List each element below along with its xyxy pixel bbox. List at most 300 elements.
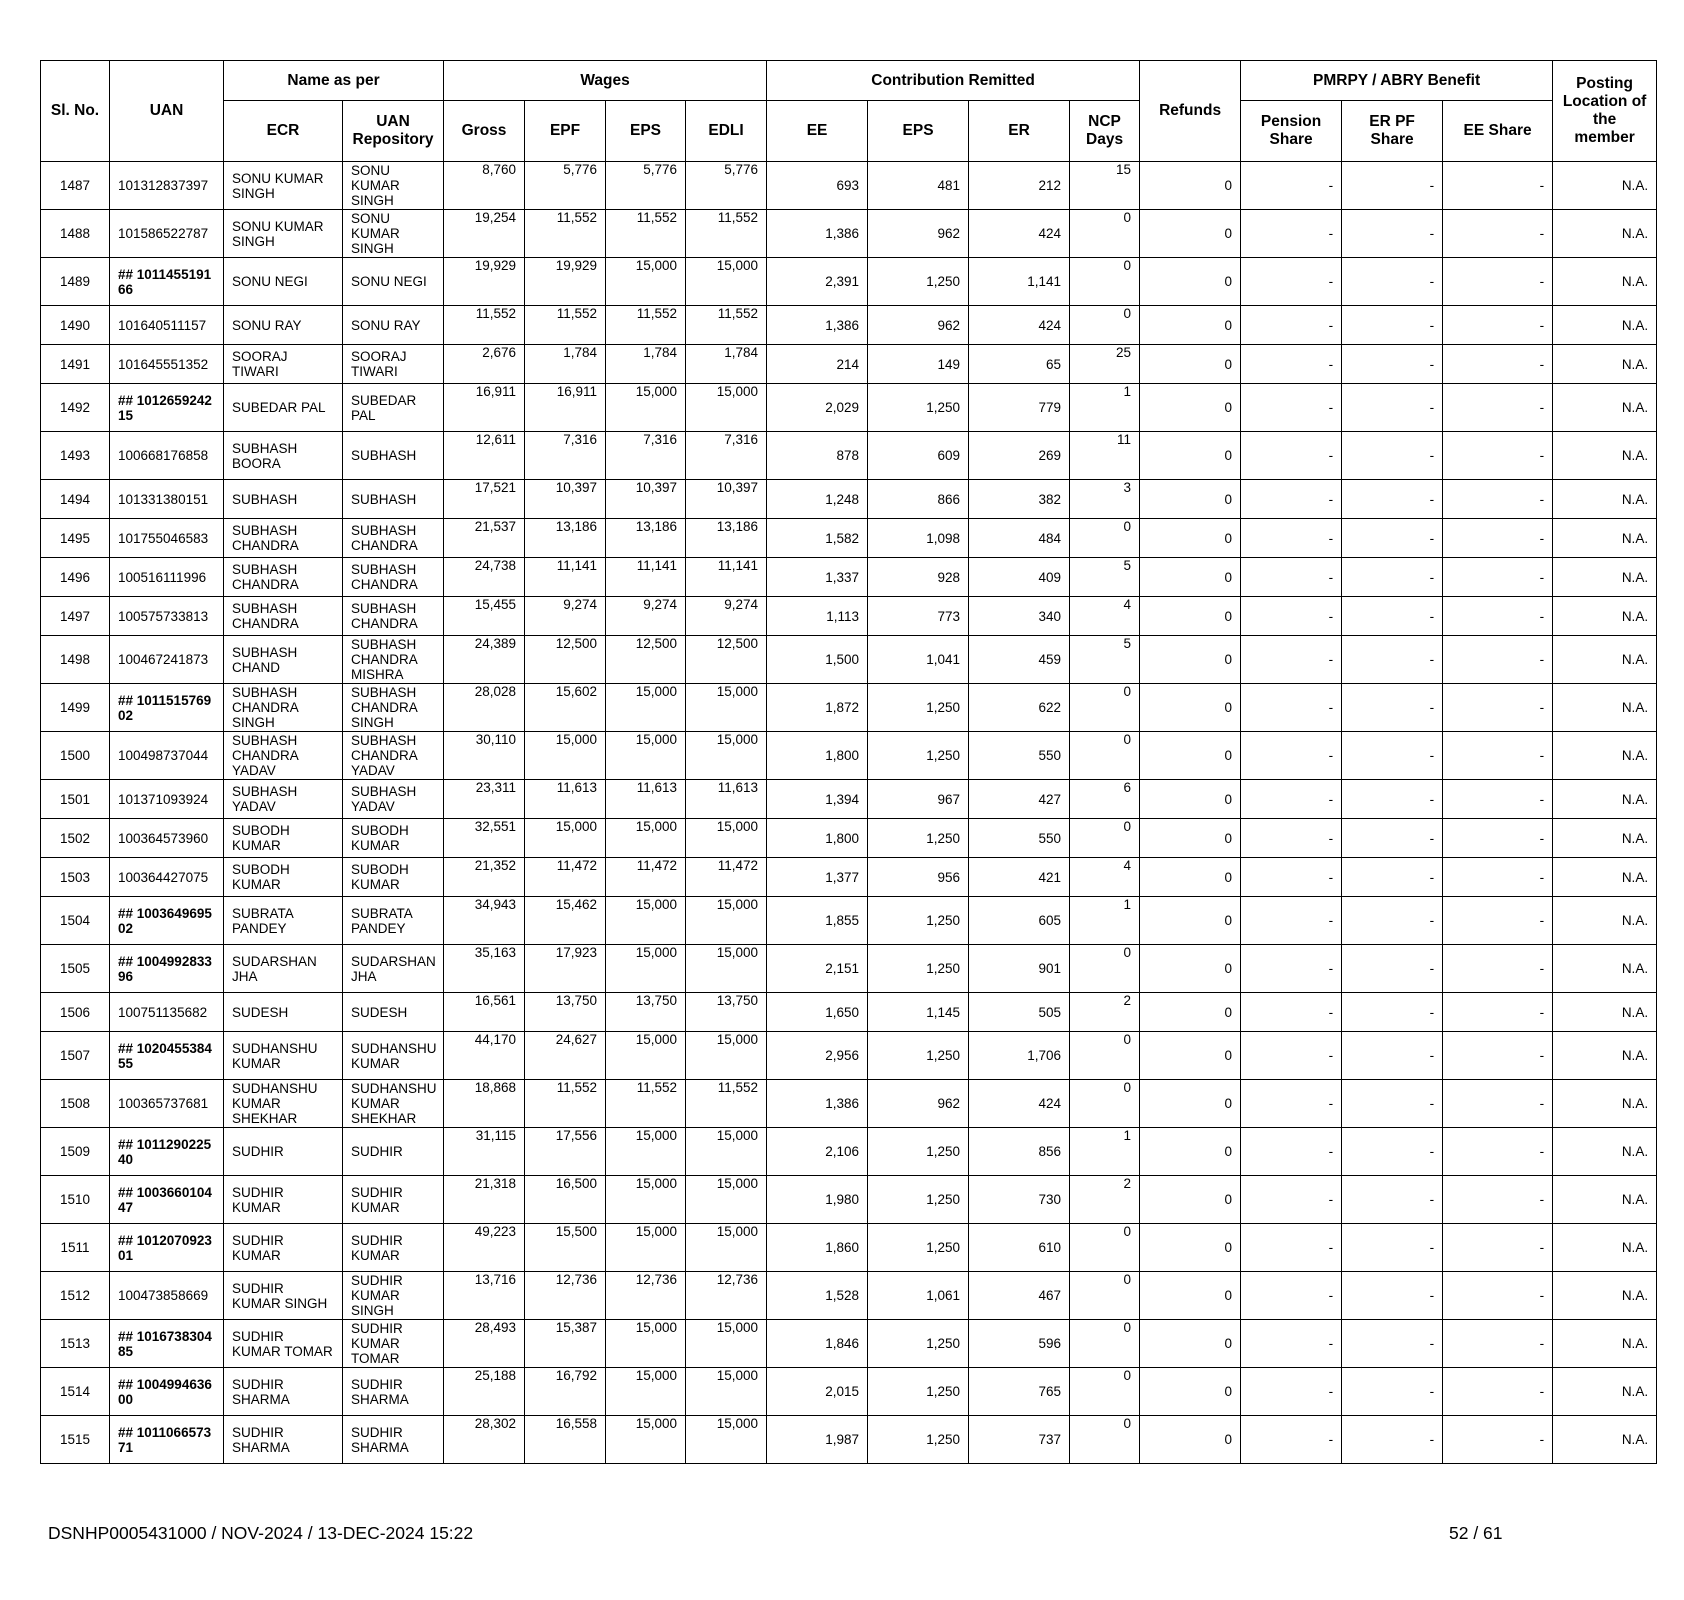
- cell-epf: 15,462: [525, 897, 606, 945]
- table-row: [41, 1368, 1657, 1416]
- group-name-as-per: Name as per: [224, 61, 444, 101]
- cell-ncp-days: 0: [1070, 1224, 1140, 1272]
- cell-er-pf-share: -: [1342, 1032, 1443, 1080]
- cell-epf: 13,186: [525, 519, 606, 558]
- cell-name-ecr: SUBHASH CHANDRA: [224, 597, 343, 636]
- cell-name-ecr: SOORAJ TIWARI: [224, 345, 343, 384]
- cell-sl-no: 1502: [41, 819, 110, 858]
- cell-eps: 12,500: [606, 636, 686, 684]
- cell-epf: 15,387: [525, 1320, 606, 1368]
- cell-sl-no: 1487: [41, 162, 110, 210]
- cell-name-uan-repository: SUDARSHAN JHA: [343, 945, 444, 993]
- cell-ncp-days: 6: [1070, 780, 1140, 819]
- cell-edli: 11,552: [686, 1080, 767, 1128]
- cell-uan: 101371093924: [110, 780, 224, 819]
- cell-refunds: 0: [1140, 1368, 1241, 1416]
- table-row: [41, 384, 1657, 432]
- cell-ee: 2,391: [767, 258, 868, 306]
- cell-sl-no: 1498: [41, 636, 110, 684]
- cell-eps: 11,552: [606, 210, 686, 258]
- cell-eps: 7,316: [606, 432, 686, 480]
- cell-name-ecr: SUDHIR KUMAR: [224, 1176, 343, 1224]
- cell-name-ecr: SUBHASH CHANDRA: [224, 519, 343, 558]
- cell-gross: 15,455: [444, 597, 525, 636]
- cell-uan: 100575733813: [110, 597, 224, 636]
- cell-epf: 11,552: [525, 210, 606, 258]
- cell-pension-share: -: [1241, 1416, 1342, 1464]
- cell-er: 427: [969, 780, 1070, 819]
- cell-uan: 101331380151: [110, 480, 224, 519]
- cell-ncp-days: 5: [1070, 558, 1140, 597]
- cell-sl-no: 1501: [41, 780, 110, 819]
- cell-sl-no: 1492: [41, 384, 110, 432]
- cell-posting-location: N.A.: [1553, 258, 1657, 306]
- cell-refunds: 0: [1140, 597, 1241, 636]
- cell-gross: 35,163: [444, 945, 525, 993]
- table-row: [41, 345, 1657, 384]
- cell-ncp-days: 2: [1070, 1176, 1140, 1224]
- cell-ee: 1,987: [767, 1416, 868, 1464]
- cell-posting-location: N.A.: [1553, 480, 1657, 519]
- cell-name-uan-repository: SUBODH KUMAR: [343, 819, 444, 858]
- cell-ee: 1,386: [767, 1080, 868, 1128]
- table-header: [41, 61, 1657, 162]
- cell-epf: 16,558: [525, 1416, 606, 1464]
- cell-uan: 101755046583: [110, 519, 224, 558]
- cell-refunds: 0: [1140, 1080, 1241, 1128]
- cell-pension-share: -: [1241, 1224, 1342, 1272]
- cell-contrib-eps: 1,145: [868, 993, 969, 1032]
- cell-epf: 24,627: [525, 1032, 606, 1080]
- cell-contrib-eps: 928: [868, 558, 969, 597]
- cell-contrib-eps: 1,250: [868, 684, 969, 732]
- cell-refunds: 0: [1140, 384, 1241, 432]
- cell-er: 605: [969, 897, 1070, 945]
- cell-pension-share: -: [1241, 258, 1342, 306]
- cell-er: 610: [969, 1224, 1070, 1272]
- cell-edli: 11,552: [686, 210, 767, 258]
- cell-pension-share: -: [1241, 1272, 1342, 1320]
- cell-pension-share: -: [1241, 558, 1342, 597]
- cell-gross: 8,760: [444, 162, 525, 210]
- cell-pension-share: -: [1241, 945, 1342, 993]
- cell-epf: 15,500: [525, 1224, 606, 1272]
- cell-posting-location: N.A.: [1553, 1320, 1657, 1368]
- cell-eps: 15,000: [606, 1224, 686, 1272]
- cell-edli: 10,397: [686, 480, 767, 519]
- cell-refunds: 0: [1140, 1032, 1241, 1080]
- col-sl-no: Sl. No.: [41, 61, 110, 162]
- cell-gross: 16,561: [444, 993, 525, 1032]
- table-row: [41, 819, 1657, 858]
- cell-ee-share: -: [1443, 597, 1553, 636]
- cell-er-pf-share: -: [1342, 1080, 1443, 1128]
- cell-edli: 15,000: [686, 897, 767, 945]
- cell-sl-no: 1506: [41, 993, 110, 1032]
- cell-refunds: 0: [1140, 1176, 1241, 1224]
- cell-ncp-days: 0: [1070, 1272, 1140, 1320]
- cell-er-pf-share: -: [1342, 780, 1443, 819]
- table-row: [41, 1224, 1657, 1272]
- cell-ee-share: -: [1443, 636, 1553, 684]
- cell-eps: 15,000: [606, 945, 686, 993]
- cell-eps: 15,000: [606, 1320, 686, 1368]
- cell-ncp-days: 1: [1070, 1128, 1140, 1176]
- cell-refunds: 0: [1140, 432, 1241, 480]
- cell-refunds: 0: [1140, 306, 1241, 345]
- table-row: [41, 1416, 1657, 1464]
- cell-er-pf-share: -: [1342, 858, 1443, 897]
- cell-sl-no: 1496: [41, 558, 110, 597]
- cell-contrib-eps: 1,250: [868, 1128, 969, 1176]
- cell-eps: 15,000: [606, 819, 686, 858]
- cell-epf: 10,397: [525, 480, 606, 519]
- cell-ee-share: -: [1443, 210, 1553, 258]
- cell-name-ecr: SUDHIR KUMAR: [224, 1224, 343, 1272]
- cell-sl-no: 1510: [41, 1176, 110, 1224]
- cell-er-pf-share: -: [1342, 819, 1443, 858]
- cell-edli: 12,736: [686, 1272, 767, 1320]
- cell-uan: 101586522787: [110, 210, 224, 258]
- cell-uan: ## 101145519166: [110, 258, 224, 306]
- cell-name-ecr: SUBHASH CHANDRA YADAV: [224, 732, 343, 780]
- cell-ee-share: -: [1443, 162, 1553, 210]
- cell-gross: 28,028: [444, 684, 525, 732]
- cell-ee-share: -: [1443, 558, 1553, 597]
- table-row: [41, 480, 1657, 519]
- cell-refunds: 0: [1140, 210, 1241, 258]
- cell-name-ecr: SUDARSHAN JHA: [224, 945, 343, 993]
- cell-name-ecr: SUBHASH: [224, 480, 343, 519]
- table-row: [41, 1080, 1657, 1128]
- cell-er: 856: [969, 1128, 1070, 1176]
- cell-pension-share: -: [1241, 1176, 1342, 1224]
- cell-er: 212: [969, 162, 1070, 210]
- cell-sl-no: 1503: [41, 858, 110, 897]
- cell-eps: 11,613: [606, 780, 686, 819]
- cell-sl-no: 1512: [41, 1272, 110, 1320]
- cell-name-ecr: SUBHASH CHANDRA: [224, 558, 343, 597]
- cell-contrib-eps: 962: [868, 1080, 969, 1128]
- cell-contrib-eps: 1,250: [868, 384, 969, 432]
- group-pmrpy: PMRPY / ABRY Benefit: [1241, 61, 1553, 101]
- cell-name-uan-repository: SONU KUMAR SINGH: [343, 162, 444, 210]
- cell-er-pf-share: -: [1342, 258, 1443, 306]
- cell-er: 484: [969, 519, 1070, 558]
- cell-ncp-days: 11: [1070, 432, 1140, 480]
- cell-er: 765: [969, 1368, 1070, 1416]
- table-row: [41, 597, 1657, 636]
- cell-ncp-days: 3: [1070, 480, 1140, 519]
- table-row: [41, 732, 1657, 780]
- cell-ee-share: -: [1443, 1320, 1553, 1368]
- cell-ee-share: -: [1443, 993, 1553, 1032]
- cell-name-ecr: SUBODH KUMAR: [224, 858, 343, 897]
- cell-er-pf-share: -: [1342, 993, 1443, 1032]
- cell-ee: 878: [767, 432, 868, 480]
- cell-posting-location: N.A.: [1553, 858, 1657, 897]
- cell-ncp-days: 0: [1070, 519, 1140, 558]
- cell-posting-location: N.A.: [1553, 432, 1657, 480]
- cell-gross: 21,318: [444, 1176, 525, 1224]
- table-row: [41, 1128, 1657, 1176]
- cell-edli: 12,500: [686, 636, 767, 684]
- table-row: [41, 1032, 1657, 1080]
- cell-er-pf-share: -: [1342, 1416, 1443, 1464]
- cell-contrib-eps: 967: [868, 780, 969, 819]
- cell-pension-share: -: [1241, 636, 1342, 684]
- cell-eps: 12,736: [606, 1272, 686, 1320]
- ecr-table: [40, 60, 1657, 1464]
- cell-ee: 1,113: [767, 597, 868, 636]
- cell-pension-share: -: [1241, 732, 1342, 780]
- cell-ncp-days: 1: [1070, 897, 1140, 945]
- cell-refunds: 0: [1140, 1272, 1241, 1320]
- cell-eps: 15,000: [606, 897, 686, 945]
- cell-edli: 11,552: [686, 306, 767, 345]
- cell-epf: 15,000: [525, 732, 606, 780]
- col-refunds: Refunds: [1140, 61, 1241, 162]
- cell-ee: 1,860: [767, 1224, 868, 1272]
- cell-eps: 15,000: [606, 1416, 686, 1464]
- cell-edli: 13,186: [686, 519, 767, 558]
- cell-edli: 15,000: [686, 732, 767, 780]
- cell-name-uan-repository: SUBODH KUMAR: [343, 858, 444, 897]
- cell-er-pf-share: -: [1342, 306, 1443, 345]
- col-edli: EDLI: [686, 101, 767, 162]
- col-posting-location: Posting Location of the member: [1553, 61, 1657, 162]
- cell-name-ecr: SUDHANSHU KUMAR SHEKHAR: [224, 1080, 343, 1128]
- cell-ncp-days: 15: [1070, 162, 1140, 210]
- cell-er: 459: [969, 636, 1070, 684]
- cell-gross: 11,552: [444, 306, 525, 345]
- cell-epf: 7,316: [525, 432, 606, 480]
- cell-contrib-eps: 962: [868, 210, 969, 258]
- cell-gross: 19,929: [444, 258, 525, 306]
- cell-name-uan-repository: SUBHASH YADAV: [343, 780, 444, 819]
- col-er-pf-share: ER PF Share: [1342, 101, 1443, 162]
- cell-gross: 12,611: [444, 432, 525, 480]
- cell-refunds: 0: [1140, 636, 1241, 684]
- cell-sl-no: 1488: [41, 210, 110, 258]
- cell-name-uan-repository: SUBHASH CHANDRA MISHRA: [343, 636, 444, 684]
- cell-posting-location: N.A.: [1553, 1416, 1657, 1464]
- cell-eps: 13,750: [606, 993, 686, 1032]
- cell-ee: 214: [767, 345, 868, 384]
- cell-pension-share: -: [1241, 858, 1342, 897]
- cell-er-pf-share: -: [1342, 480, 1443, 519]
- cell-er-pf-share: -: [1342, 210, 1443, 258]
- cell-er: 424: [969, 210, 1070, 258]
- cell-pension-share: -: [1241, 519, 1342, 558]
- cell-edli: 15,000: [686, 1224, 767, 1272]
- cell-ncp-days: 0: [1070, 819, 1140, 858]
- cell-uan: 100516111996: [110, 558, 224, 597]
- cell-er: 1,706: [969, 1032, 1070, 1080]
- cell-posting-location: N.A.: [1553, 945, 1657, 993]
- cell-er-pf-share: -: [1342, 558, 1443, 597]
- cell-name-ecr: SONU KUMAR SINGH: [224, 210, 343, 258]
- cell-uan: ## 101265924215: [110, 384, 224, 432]
- cell-er: 737: [969, 1416, 1070, 1464]
- cell-er: 730: [969, 1176, 1070, 1224]
- cell-posting-location: N.A.: [1553, 993, 1657, 1032]
- cell-edli: 15,000: [686, 384, 767, 432]
- cell-edli: 9,274: [686, 597, 767, 636]
- table-row: [41, 519, 1657, 558]
- cell-er: 467: [969, 1272, 1070, 1320]
- cell-ee-share: -: [1443, 1416, 1553, 1464]
- cell-ncp-days: 25: [1070, 345, 1140, 384]
- cell-sl-no: 1509: [41, 1128, 110, 1176]
- cell-edli: 1,784: [686, 345, 767, 384]
- cell-ee: 1,528: [767, 1272, 868, 1320]
- cell-ee: 1,337: [767, 558, 868, 597]
- cell-pension-share: -: [1241, 480, 1342, 519]
- cell-name-uan-repository: SONU KUMAR SINGH: [343, 210, 444, 258]
- cell-refunds: 0: [1140, 897, 1241, 945]
- cell-name-uan-repository: SONU RAY: [343, 306, 444, 345]
- cell-posting-location: N.A.: [1553, 780, 1657, 819]
- cell-eps: 15,000: [606, 732, 686, 780]
- cell-posting-location: N.A.: [1553, 384, 1657, 432]
- cell-contrib-eps: 1,250: [868, 945, 969, 993]
- cell-name-ecr: SUDHIR KUMAR TOMAR: [224, 1320, 343, 1368]
- cell-er-pf-share: -: [1342, 1224, 1443, 1272]
- cell-posting-location: N.A.: [1553, 897, 1657, 945]
- cell-name-ecr: SUBHASH YADAV: [224, 780, 343, 819]
- cell-epf: 11,552: [525, 1080, 606, 1128]
- cell-er: 382: [969, 480, 1070, 519]
- cell-name-ecr: SONU NEGI: [224, 258, 343, 306]
- cell-epf: 11,472: [525, 858, 606, 897]
- cell-ee: 1,500: [767, 636, 868, 684]
- cell-name-ecr: SONU KUMAR SINGH: [224, 162, 343, 210]
- cell-pension-share: -: [1241, 1368, 1342, 1416]
- cell-name-uan-repository: SUDHANSHU KUMAR: [343, 1032, 444, 1080]
- cell-ncp-days: 0: [1070, 684, 1140, 732]
- cell-pension-share: -: [1241, 780, 1342, 819]
- cell-posting-location: N.A.: [1553, 1032, 1657, 1080]
- cell-refunds: 0: [1140, 993, 1241, 1032]
- cell-uan: ## 101106657371: [110, 1416, 224, 1464]
- cell-uan: 101312837397: [110, 162, 224, 210]
- table-row: [41, 897, 1657, 945]
- cell-name-uan-repository: SUBHASH CHANDRA SINGH: [343, 684, 444, 732]
- cell-edli: 15,000: [686, 819, 767, 858]
- cell-edli: 15,000: [686, 1416, 767, 1464]
- cell-uan: ## 101129022540: [110, 1128, 224, 1176]
- cell-gross: 13,716: [444, 1272, 525, 1320]
- cell-uan: 100498737044: [110, 732, 224, 780]
- group-wages: Wages: [444, 61, 767, 101]
- cell-name-ecr: SONU RAY: [224, 306, 343, 345]
- table-body: [41, 162, 1657, 1464]
- cell-er-pf-share: -: [1342, 1272, 1443, 1320]
- cell-er-pf-share: -: [1342, 597, 1443, 636]
- cell-contrib-eps: 609: [868, 432, 969, 480]
- cell-eps: 11,552: [606, 1080, 686, 1128]
- col-epf: EPF: [525, 101, 606, 162]
- cell-contrib-eps: 1,250: [868, 1416, 969, 1464]
- table-row: [41, 858, 1657, 897]
- cell-uan: 100364427075: [110, 858, 224, 897]
- cell-ncp-days: 0: [1070, 1368, 1140, 1416]
- cell-ee-share: -: [1443, 345, 1553, 384]
- cell-pension-share: -: [1241, 1128, 1342, 1176]
- cell-name-uan-repository: SUBHASH CHANDRA: [343, 597, 444, 636]
- cell-uan: ## 101151576902: [110, 684, 224, 732]
- cell-ee: 1,855: [767, 897, 868, 945]
- cell-ncp-days: 0: [1070, 1032, 1140, 1080]
- cell-gross: 44,170: [444, 1032, 525, 1080]
- cell-gross: 31,115: [444, 1128, 525, 1176]
- cell-sl-no: 1507: [41, 1032, 110, 1080]
- cell-refunds: 0: [1140, 819, 1241, 858]
- cell-eps: 15,000: [606, 258, 686, 306]
- cell-er: 340: [969, 597, 1070, 636]
- cell-name-uan-repository: SUDHIR KUMAR: [343, 1224, 444, 1272]
- cell-gross: 18,868: [444, 1080, 525, 1128]
- cell-eps: 1,784: [606, 345, 686, 384]
- cell-er-pf-share: -: [1342, 384, 1443, 432]
- cell-uan: 101645551352: [110, 345, 224, 384]
- cell-epf: 11,613: [525, 780, 606, 819]
- cell-ee-share: -: [1443, 780, 1553, 819]
- cell-ee-share: -: [1443, 1272, 1553, 1320]
- cell-er: 424: [969, 1080, 1070, 1128]
- cell-eps: 15,000: [606, 1176, 686, 1224]
- cell-gross: 49,223: [444, 1224, 525, 1272]
- cell-sl-no: 1500: [41, 732, 110, 780]
- cell-posting-location: N.A.: [1553, 1128, 1657, 1176]
- cell-contrib-eps: 773: [868, 597, 969, 636]
- cell-ee: 2,956: [767, 1032, 868, 1080]
- cell-ee: 2,151: [767, 945, 868, 993]
- page-number: 52 / 61: [1449, 1523, 1503, 1543]
- col-eps: EPS: [606, 101, 686, 162]
- col-ee: EE: [767, 101, 868, 162]
- cell-refunds: 0: [1140, 945, 1241, 993]
- cell-name-ecr: SUBHASH CHAND: [224, 636, 343, 684]
- cell-posting-location: N.A.: [1553, 684, 1657, 732]
- cell-ee: 1,377: [767, 858, 868, 897]
- cell-name-uan-repository: SOORAJ TIWARI: [343, 345, 444, 384]
- cell-edli: 15,000: [686, 1176, 767, 1224]
- cell-name-uan-repository: SUDHIR KUMAR: [343, 1176, 444, 1224]
- cell-name-ecr: SUDESH: [224, 993, 343, 1032]
- cell-epf: 9,274: [525, 597, 606, 636]
- cell-er-pf-share: -: [1342, 345, 1443, 384]
- cell-epf: 13,750: [525, 993, 606, 1032]
- cell-sl-no: 1489: [41, 258, 110, 306]
- cell-contrib-eps: 1,250: [868, 1032, 969, 1080]
- table-row: [41, 1272, 1657, 1320]
- cell-sl-no: 1514: [41, 1368, 110, 1416]
- cell-er: 596: [969, 1320, 1070, 1368]
- footer-reference: DSNHP0005431000 / NOV-2024 / 13-DEC-2024 15:22: [48, 1523, 474, 1543]
- cell-ee: 2,015: [767, 1368, 868, 1416]
- cell-gross: 32,551: [444, 819, 525, 858]
- cell-name-ecr: SUBHASH BOORA: [224, 432, 343, 480]
- cell-pension-share: -: [1241, 306, 1342, 345]
- cell-gross: 24,738: [444, 558, 525, 597]
- cell-name-uan-repository: SUDHIR SHARMA: [343, 1416, 444, 1464]
- cell-edli: 11,472: [686, 858, 767, 897]
- cell-sl-no: 1497: [41, 597, 110, 636]
- cell-posting-location: N.A.: [1553, 345, 1657, 384]
- cell-name-uan-repository: SUDHIR SHARMA: [343, 1368, 444, 1416]
